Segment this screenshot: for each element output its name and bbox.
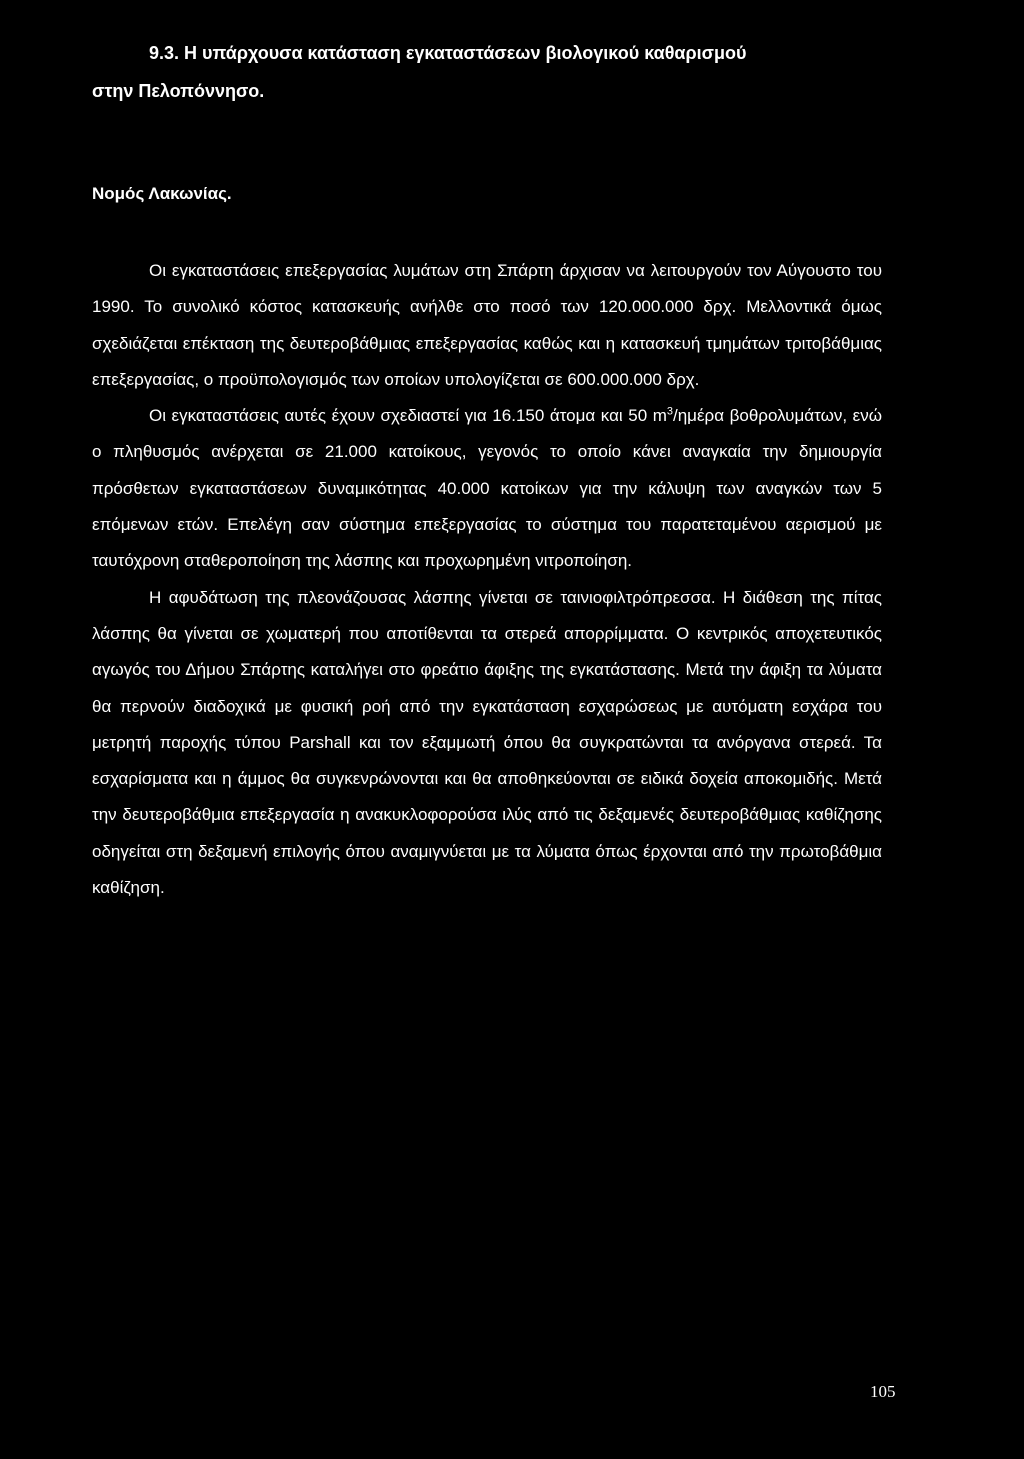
paragraph-2 bbox=[92, 398, 882, 579]
body-text bbox=[92, 253, 882, 906]
paragraph-2-text-b: /ημέρα βοθρολυμάτων, ενώ ο πληθυσμός ανέρχεται σε 21.000 κατοίκους, γεγονός το οποίο κάνει αναγκαία την δημιουργία πρόσθετων εγκαταστάσεων δυναμικότητας 40.000 κατοίκων για την κάλυψη των αναγκών των 5 επόμενων ετών. Επελέγη σαν σύστημα επεξεργασίας το σύστημα του παρατεταμένου αερισμού με ταυτόχρονη σταθεροποίηση της λάσπης και προχωρημένη νιτροποίηση. bbox=[92, 406, 882, 571]
prefecture-subheading: Νομός Λακωνίας. bbox=[92, 184, 232, 203]
paragraph-1: Οι εγκαταστάσεις επεξεργασίας λυμάτων στη Σπάρτη άρχισαν να λειτουργούν τον Αύγουστο του 1990. Το συνολικό κόστος κατασκευής ανήλθε στο ποσό των 120.000.000 δρχ. Μελλοντικά όμως σχεδιάζεται επέκταση της δευτεροβάθμιας επεξεργασίας καθώς και η κατασκευή τμημάτων τριτοβάθμιας επεξεργασίας, ο προϋπολογισμός των οποίων υπολογίζεται σε 600.000.000 δρχ. bbox=[92, 261, 882, 389]
paragraph-3: Η αφυδάτωση της πλεονάζουσας λάσπης γίνεται σε ταινιοφιλτρόπρεσσα. Η διάθεση της πίτας λάσπης θα γίνεται σε χωματερή που αποτίθενται τα στερεά απορρίμματα. Ο κεντρικός αποχετευτικός αγωγός του Δήμου Σπάρτης καταλήγει στο φρεάτιο άφιξης της εγκατάστασης. Μετά την άφιξη τα λύματα θα περνούν διαδοχικά με φυσική ροή από την εγκατάσταση εσχαρώσεως με αυτόματη εσχάρα του μετρητή παροχής τύπου Parshall και τον εξαμμωτή όπου θα συγκρατώνται τα ανόργανα στερεά. Τα εσχαρίσματα και η άμμος θα συγκενρώνονται και θα αποθηκεύονται σε ειδικά δοχεία αποκομιδής. Μετά την δευτεροβάθμια επεξεργασία η ανακυκλοφορούσα ιλύς από τις δεξαμενές δευτεροβάθμιας καθίζησης οδηγείται στη δεξαμενή επιλογής όπου αναμιγνύεται με τα λύματα όπως έρχονται από την πρωτοβάθμια καθίζηση. bbox=[92, 587, 882, 898]
section-heading bbox=[92, 34, 892, 110]
section-heading-line-2: στην Πελοπόννησο. bbox=[92, 81, 265, 101]
cubic-superscript: 3 bbox=[666, 405, 673, 418]
page-number: 105 bbox=[870, 1382, 896, 1401]
paragraph-2-text-a: Οι εγκαταστάσεις αυτές έχουν σχεδιαστεί για 16.150 άτομα και 50 m bbox=[149, 406, 667, 426]
section-heading-line-1: 9.3. Η υπάρχουσα κατάσταση εγκαταστάσεων βιολογικού καθαρισμού bbox=[149, 43, 747, 63]
